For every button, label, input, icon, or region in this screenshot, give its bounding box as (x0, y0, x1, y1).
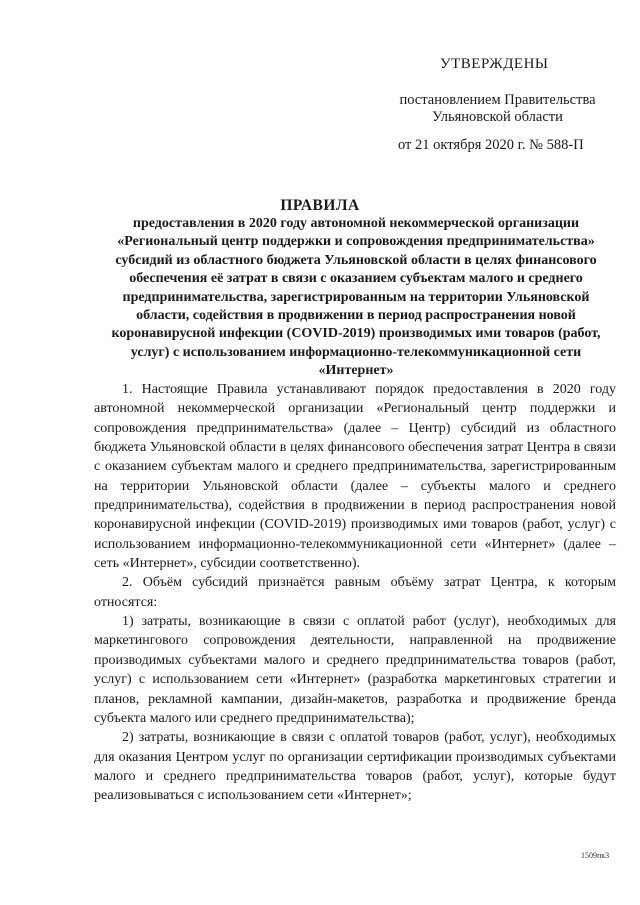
document-subtitle: предоставления в 2020 году автономной некоммерческой организации «Региональный центр поддержки и сопровождения предпринимательства» субсидий из областного бюджета Ульяновской области в целях финансового обеспечения её затрат в связи с оказанием субъектам малого и среднего предпринимательства, зарегистрированным на территории Ульяновской области, содействия в продвижении в период распространения новой коронавирусной инфекции (COVID-2019) производимых ими товаров (работ, услуг) с использованием информационно-телекоммуникационной сети «Интернет» (111, 216, 601, 379)
paragraph-2-item-2: 2) затраты, возникающие в связи с оплатой товаров (работ, услуг), необходимых для оказания Центром услуг по организации сертификации производимых субъектами малого и среднего предпринимательства товаров (работ, услуг), которые будут реализовываться с использованием сети «Интернет»; (94, 730, 616, 804)
approved-stamp-heading: УТВЕРЖДЕНЫ (440, 56, 549, 72)
decree-reference (390, 92, 605, 126)
paragraph-2: 2. Объём субсидий признаётся равным объёму затрат Центра, к которым относятся: (94, 575, 616, 610)
document-body (94, 380, 616, 806)
paragraph-2-item-1: 1) затраты, возникающие в связи с оплатой работ (услуг), необходимых для маркетингового сопровождения деятельности, направленной на продвижение производимых субъектами малого и среднего предпринимательства товаров (работ, услуг) с использованием сети «Интернет» (разработка маркетинговых стратегии и планов, рекламной кампании, дизайн-макетов, разработка и продвижение бренда субъекта малого или среднего предпринимательства); (94, 614, 616, 726)
footer-code: 1509пк3 (581, 851, 610, 860)
decree-date: от 21 октября 2020 г. № 588-П (398, 137, 584, 153)
paragraph-1: 1. Настоящие Правила устанавливают порядок предоставления в 2020 году автономной некоммерческой организации «Региональный центр поддержки и сопровождения предпринимательства» (далее – Центр) субсидий из областного бюджета Ульяновской области в целях финансового обеспечения затрат Центра в связи с оказанием субъектам малого и среднего предпринимательства, зарегистрированным на территории Ульяновской области (далее – субъекты малого и среднего предпринимательства), содействия в продвижении в период распространения новой коронавирусной инфекции (COVID-2019) производимых ими товаров (работ, услуг) с использованием информационно-телекоммуникационной сети «Интернет» (далее – сеть «Интернет», субсидии соответственно). (94, 382, 616, 572)
decree-line-1: постановлением Правительства (399, 92, 596, 108)
decree-line-2: Ульяновской области (432, 109, 563, 125)
document-title: ПРАВИЛА (280, 197, 360, 214)
